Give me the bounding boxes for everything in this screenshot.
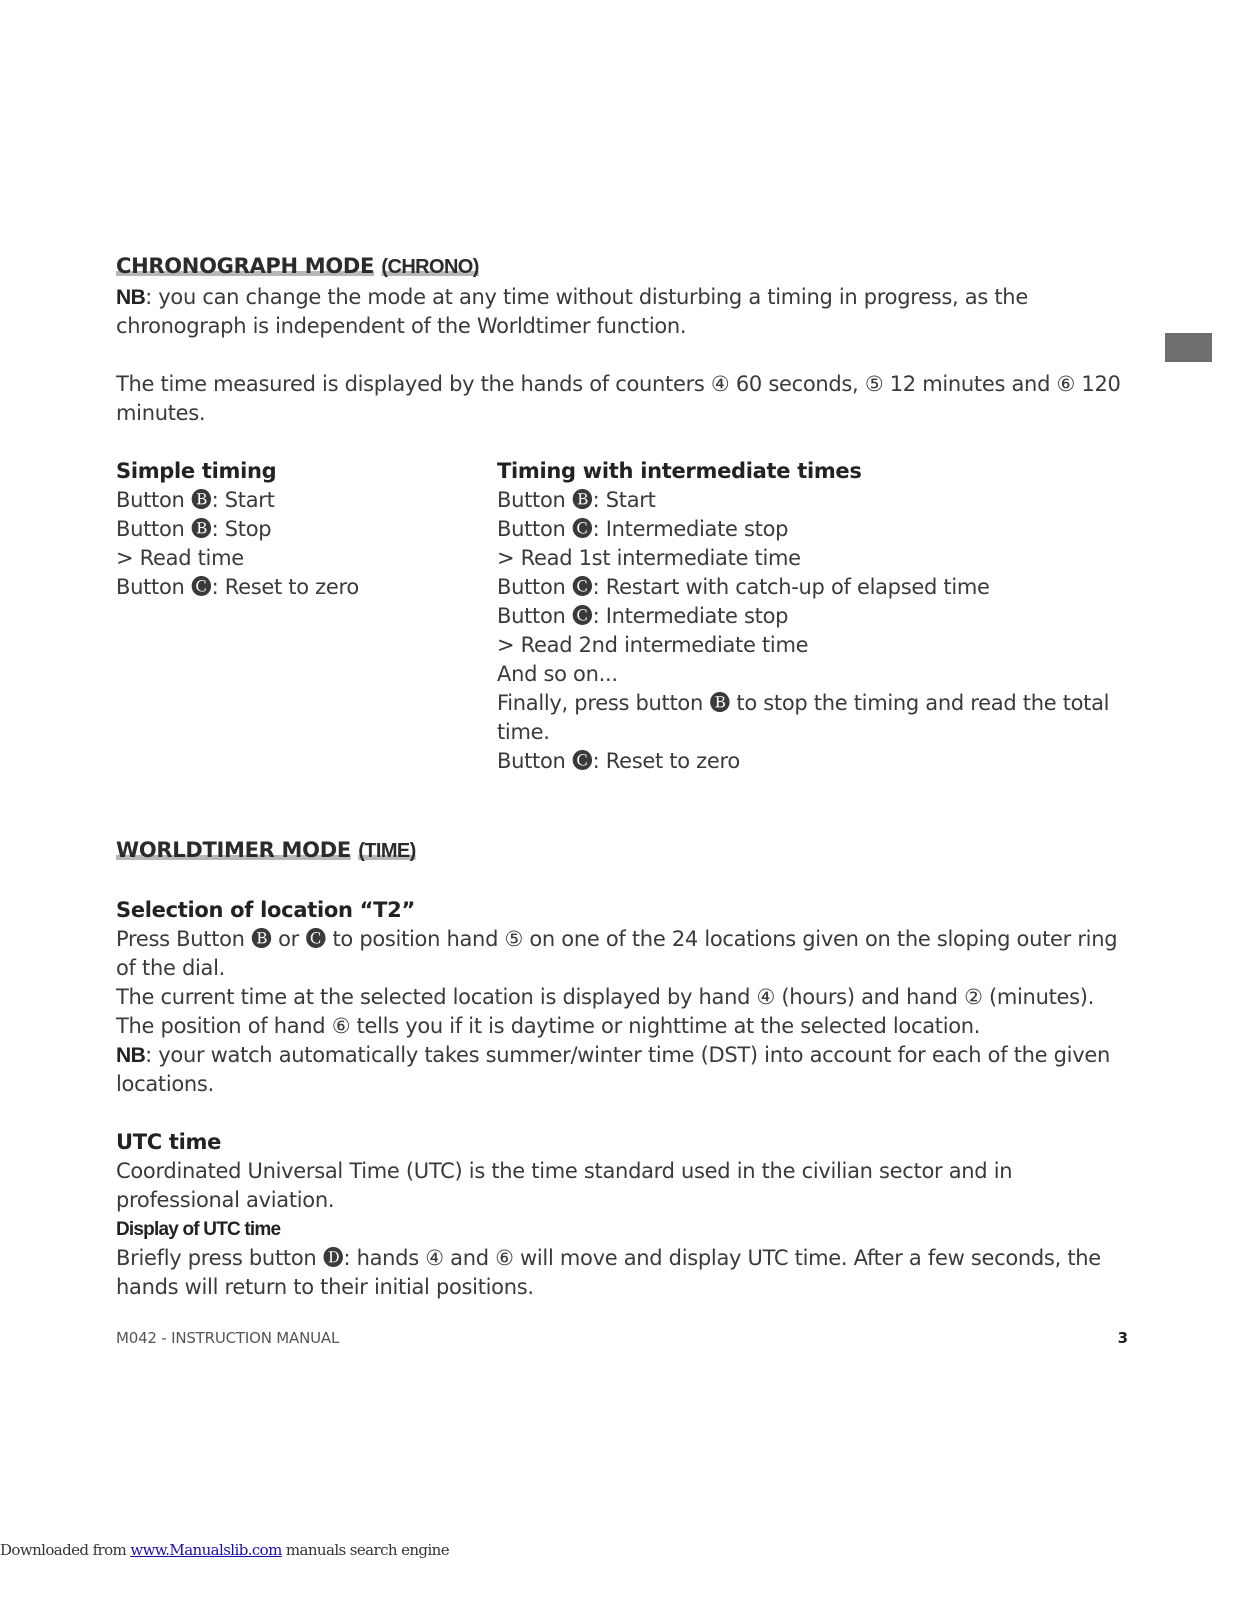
intermediate-timing-line: > Read 2nd intermediate time [497, 633, 809, 657]
location-title: Selection of location “T2” [116, 898, 415, 922]
intermediate-timing-line: Button 🅒: Intermediate stop [497, 517, 789, 541]
intermediate-timing-title: Timing with intermediate times [497, 459, 862, 483]
spacer [116, 776, 1128, 834]
simple-timing-line: Button 🅒: Reset to zero [116, 575, 359, 599]
location-nb-text: : your watch automatically takes summer/winter time (DST) into account for each of the given locations. [116, 1043, 1110, 1096]
chrono-tag: (CHRONO) [381, 256, 479, 278]
spacer [116, 341, 1128, 370]
chrono-section-title [116, 250, 1128, 283]
spacer [116, 428, 1128, 457]
location-line: Press Button 🅑 or 🅒 to position hand ⑤ on one of the 24 locations given on the sloping outer ring of the dial. [116, 927, 1118, 980]
intermediate-timing-line: > Read 1st intermediate time [497, 546, 801, 570]
location-line: The position of hand ⑥ tells you if it is daytime or nighttime at the selected location. [116, 1014, 981, 1038]
download-suffix: manuals search engine [281, 1541, 449, 1559]
location-nb-label: NB [116, 1044, 146, 1067]
chrono-nb-paragraph [116, 283, 1128, 341]
simple-timing-line: Button 🅑: Start [116, 488, 275, 512]
intermediate-timing-line: Finally, press button 🅑 to stop the timing and read the total time. [497, 691, 1110, 744]
location-line: The current time at the selected location is displayed by hand ④ (hours) and hand ② (minutes). [116, 985, 1095, 1009]
side-tab-marker [1165, 333, 1212, 362]
intermediate-timing-line: Button 🅒: Reset to zero [497, 749, 740, 773]
utc-text: Coordinated Universal Time (UTC) is the time standard used in the civilian sector and in professional aviation. [116, 1159, 1013, 1212]
intermediate-timing-line: Button 🅑: Start [497, 488, 656, 512]
chrono-title: CHRONOGRAPH MODE [116, 254, 375, 278]
utc-title: UTC time [116, 1130, 222, 1154]
intermediate-timing-line: And so on... [497, 662, 618, 686]
chrono-nb-text: : you can change the mode at any time without disturbing a timing in progress, as the chronograph is independent of the Worldtimer function. [116, 285, 1028, 338]
page-content [116, 250, 1128, 1302]
simple-timing-line: > Read time [116, 546, 244, 570]
download-prefix: Downloaded from [0, 1541, 131, 1559]
simple-timing-title: Simple timing [116, 459, 277, 483]
footer-manual-name: M042 - INSTRUCTION MANUAL [116, 1329, 340, 1347]
chrono-nb-label: NB [116, 286, 146, 309]
worldtimer-title: WORLDTIMER MODE [116, 838, 351, 862]
timing-columns [116, 457, 1128, 776]
spacer [116, 867, 1128, 896]
download-line [0, 1541, 449, 1559]
utc-display-title: Display of UTC time [116, 1219, 281, 1240]
worldtimer-tag: (TIME) [358, 840, 416, 862]
worldtimer-section-title [116, 834, 1128, 867]
simple-timing-column [116, 457, 497, 776]
manualslib-link[interactable]: www.Manualslib.com [130, 1541, 282, 1559]
spacer [116, 1099, 1128, 1128]
intermediate-timing-column [497, 457, 1128, 776]
location-nb-paragraph [116, 1041, 1128, 1099]
chrono-measured-text: The time measured is displayed by the hands of counters ④ 60 seconds, ⑤ 12 minutes and ⑥ 120 minutes. [116, 372, 1121, 425]
intermediate-timing-line: Button 🅒: Intermediate stop [497, 604, 789, 628]
page-number: 3 [1117, 1329, 1128, 1347]
utc-display-text: Briefly press button 🅓: hands ④ and ⑥ will move and display UTC time. After a few seconds, the hands will return to their initial positions. [116, 1246, 1101, 1299]
simple-timing-line: Button 🅑: Stop [116, 517, 272, 541]
intermediate-timing-line: Button 🅒: Restart with catch-up of elapsed time [497, 575, 990, 599]
